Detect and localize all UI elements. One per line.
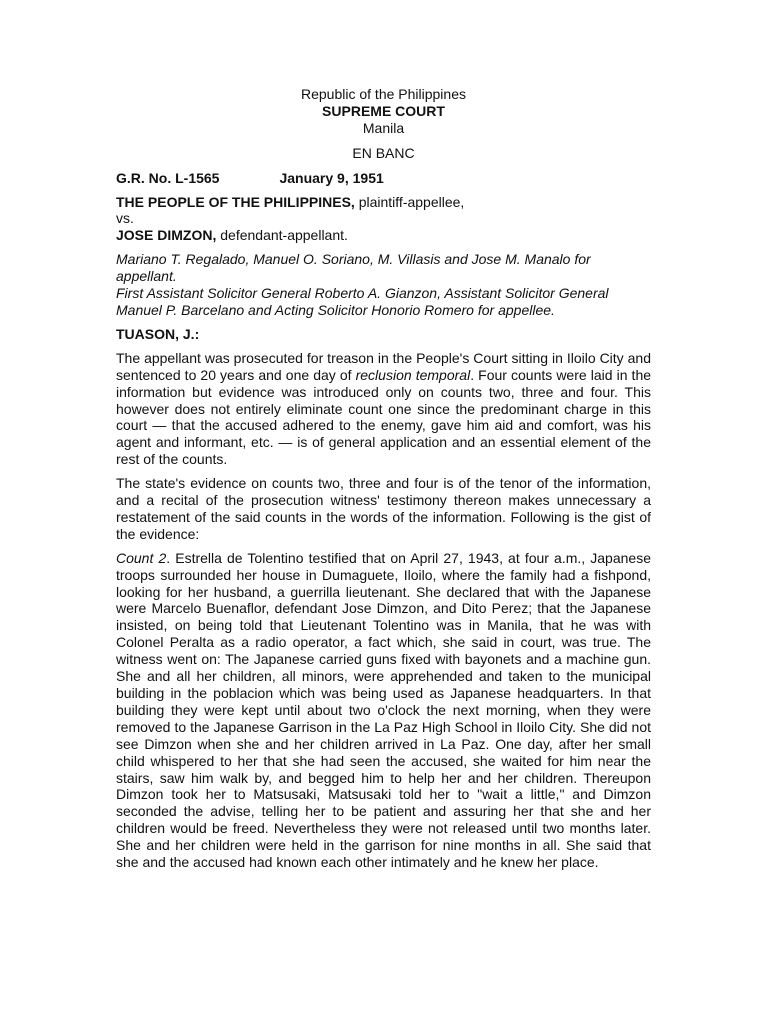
decision-date: January 9, 1951 bbox=[279, 169, 384, 186]
plaintiff-role: plaintiff-appellee, bbox=[354, 193, 465, 210]
case-number-line bbox=[116, 170, 651, 187]
defendant-name: JOSE DIMZON, bbox=[116, 227, 217, 244]
plaintiff-line bbox=[116, 194, 651, 211]
ponente: TUASON, J.: bbox=[116, 325, 200, 342]
defendant-line bbox=[116, 227, 651, 244]
defendant-role: defendant-appellant. bbox=[216, 227, 348, 244]
court-name: SUPREME COURT bbox=[322, 102, 445, 119]
republic-line: Republic of the Philippines bbox=[301, 86, 466, 102]
paragraph-1-emphasis: reclusion temporal bbox=[355, 366, 471, 383]
case-parties bbox=[116, 194, 651, 245]
paragraph-1 bbox=[116, 350, 651, 468]
paragraph-3-text: . Estrella de Tolentino testified that on April 27, 1943, at four a.m., Japanese troops surrounded her house in Dumaguete, Iloilo, where the family had a fishpond, looking for her husband, a guerrilla lieutenant. She declared that with the Japanese were Marcelo Buenaflor, defendant Jose Dimzon, and Dito Perez; that the Japanese insisted, on being told that Lieutenant Tolentino was in Manila, that he was with Colonel Peralta as a radio operator, a fact which, she said in court, was true. The witness went on: The Japanese carried guns fixed with bayonets and a machine gun. She and all her children, all minors, were apprehended and taken to the municipal building in the poblacion which was being used as Japanese headquarters. In that building they were kept until about two o'clock the next morning, when they were removed to the Japanese Garrison in the La Paz High School in Iloilo City. She did not see Dimzon when she and her children arrived in La Paz. One day, after her small child whispered to her that she had seen the accused, she waited for him near the stairs, saw him walk by, and begged him to help her and her children. Thereupon Dimzon took her to Matsusaki, Matsusaki told her to "wait a little," and Dimzon seconded the advise, telling her to be patient and assuring her that she and her children would be freed. Nevertheless they were not released until two months later. She and her children were held in the garrison for nine months in all. She said that she and the accused had known each other intimately and he knew her place. bbox=[116, 549, 651, 871]
division-line: EN BANC bbox=[352, 144, 415, 161]
plaintiff-name: THE PEOPLE OF THE PHILIPPINES, bbox=[116, 193, 355, 210]
paragraph-1-text-b: . Four counts were laid in the information but evidence was introduced only on counts two, three and four. This however does not entirely eliminate count one since the predominant charge in this court — that the accused adhered to the enemy, gave him aid and comfort, was his agent and informant, etc. — is of general application and an essential element of the rest of the counts. bbox=[116, 366, 652, 468]
counsel-block bbox=[116, 251, 651, 319]
gr-number: G.R. No. L-1565 bbox=[116, 169, 220, 186]
court-header bbox=[116, 86, 651, 137]
paragraph-2: The state's evidence on counts two, three and four is of the tenor of the information, and a recital of the prosecution witness' testimony thereon makes unnecessary a restatement of the said counts in the words of the information. Following is the gist of the evidence: bbox=[116, 475, 651, 542]
city-line: Manila bbox=[362, 119, 405, 136]
counsel-appellant: Mariano T. Regalado, Manuel O. Soriano, M. Villasis and Jose M. Manalo for appellant. bbox=[116, 251, 591, 285]
counsel-appellee: First Assistant Solicitor General Roberto A. Gianzon, Assistant Solicitor General Manuel P. Barcelano and Acting Solicitor Honorio Romero for appellee. bbox=[116, 285, 609, 318]
paragraph-3 bbox=[116, 550, 651, 871]
versus-line: vs. bbox=[116, 210, 134, 227]
paragraph-1-text-a: The appellant was prosecuted for treason in the People's Court sitting in Iloilo City and sentenced to 20 years and one day of bbox=[116, 349, 651, 383]
paragraph-3-count-label: Count 2 bbox=[116, 549, 167, 566]
